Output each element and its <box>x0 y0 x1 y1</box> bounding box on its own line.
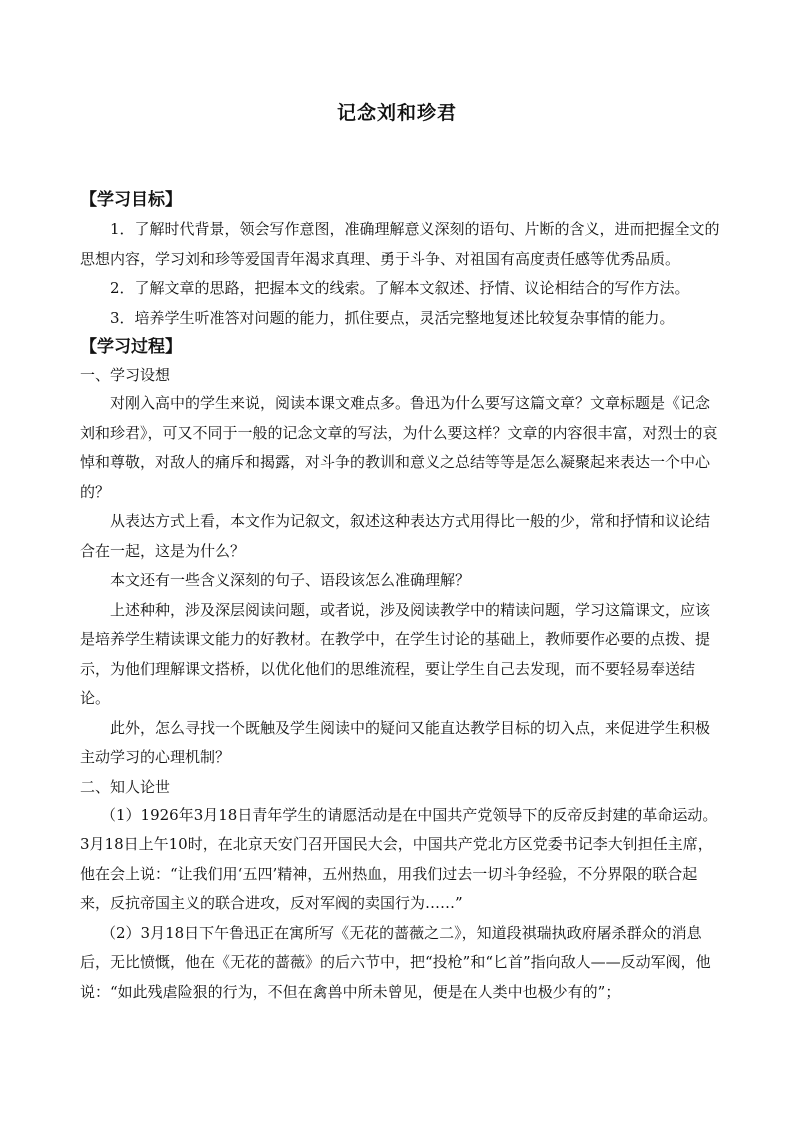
plan-paragraph-3: 本文还有一些含义深刻的句子、语段该怎么准确理解？ <box>110 571 471 589</box>
goal-item-2: 2．了解文章的思路，把握本文的线索。了解本文叙述、抒情、议论相结合的写作方法。 <box>110 279 690 297</box>
goal-item-1: 1．了解时代背景，领会写作意图，准确理解意义深刻的语句、片断的含义，进而把握全文的思想内容，学习刘和珍等爱国青年渴求真理、勇于斗争、对祖国有高度责任感等优秀品质。 <box>80 220 720 268</box>
section-heading-process: 【学习过程】 <box>80 337 182 357</box>
background-paragraph-2: （2）3月18日下午鲁迅正在寓所写《无花的蔷薇之二》，知道段祺瑞执政府屠杀群众的消息后，无比愤慨，他在《无花的蔷薇》的后六节中，把“投枪”和“匕首”指向敌人——反动军阀，他说：“如此残虐险狠的行为，不但在禽兽中所未曾见，便是在人类中也极少有的”； <box>80 923 711 1001</box>
subsection-heading-plan: 一、学习设想 <box>80 366 171 384</box>
plan-paragraph-4: 上述种种，涉及深层阅读问题，或者说，涉及阅读教学中的精读问题，学习这篇课文，应该是培养学生精读课文能力的好教材。在教学中，在学生讨论的基础上，教师要作必要的点拨、提示，为他们理解课文搭桥，以优化他们的思维流程，要让学生自己去发现，而不要轻易奉送结论。 <box>80 600 711 707</box>
plan-paragraph-2: 从表达方式上看，本文作为记叙文，叙述这种表达方式用得比一般的少，常和抒情和议论结合在一起，这是为什么？ <box>80 512 711 560</box>
plan-paragraph-5: 此外，怎么寻找一个既触及学生阅读中的疑问又能直达教学目标的切入点，来促进学生积极主动学习的心理机制？ <box>80 718 711 766</box>
page-title: 记念刘和珍君 <box>336 102 457 124</box>
goal-item-3: 3．培养学生听准答对问题的能力，抓住要点，灵活完整地复述比较复杂事情的能力。 <box>110 308 675 327</box>
goals-list <box>80 215 720 333</box>
background-paragraph-1: （1）1926年3月18日青年学生的请愿活动是在中国共产党领导下的反帝反封建的革命运动。3月18日上午10时，在北京天安门召开国民大会，中国共产党北方区党委书记李大钊担任主席，他在会上说：“让我们用‘五四’精神，五州热血，用我们过去一切斗争经验，不分界限的联合起来，反抗帝国主义的联合进攻，反对军阀的卖国行为……” <box>80 805 718 912</box>
plan-paragraph-1: 对刚入高中的学生来说，阅读本课文难点多。鲁迅为什么要写这篇文章？文章标题是《记念刘和珍君》，可又不同于一般的记念文章的写法，为什么要这样？文章的内容很丰富，对烈士的哀悼和尊敬，对敌人的痛斥和揭露，对斗争的教训和意义之总结等等是怎么凝聚起来表达一个中心的？ <box>80 394 718 501</box>
section-heading-goals: 【学习目标】 <box>80 190 182 210</box>
subsection-heading-background: 二、知人论世 <box>80 777 171 796</box>
document-body <box>80 186 720 1007</box>
